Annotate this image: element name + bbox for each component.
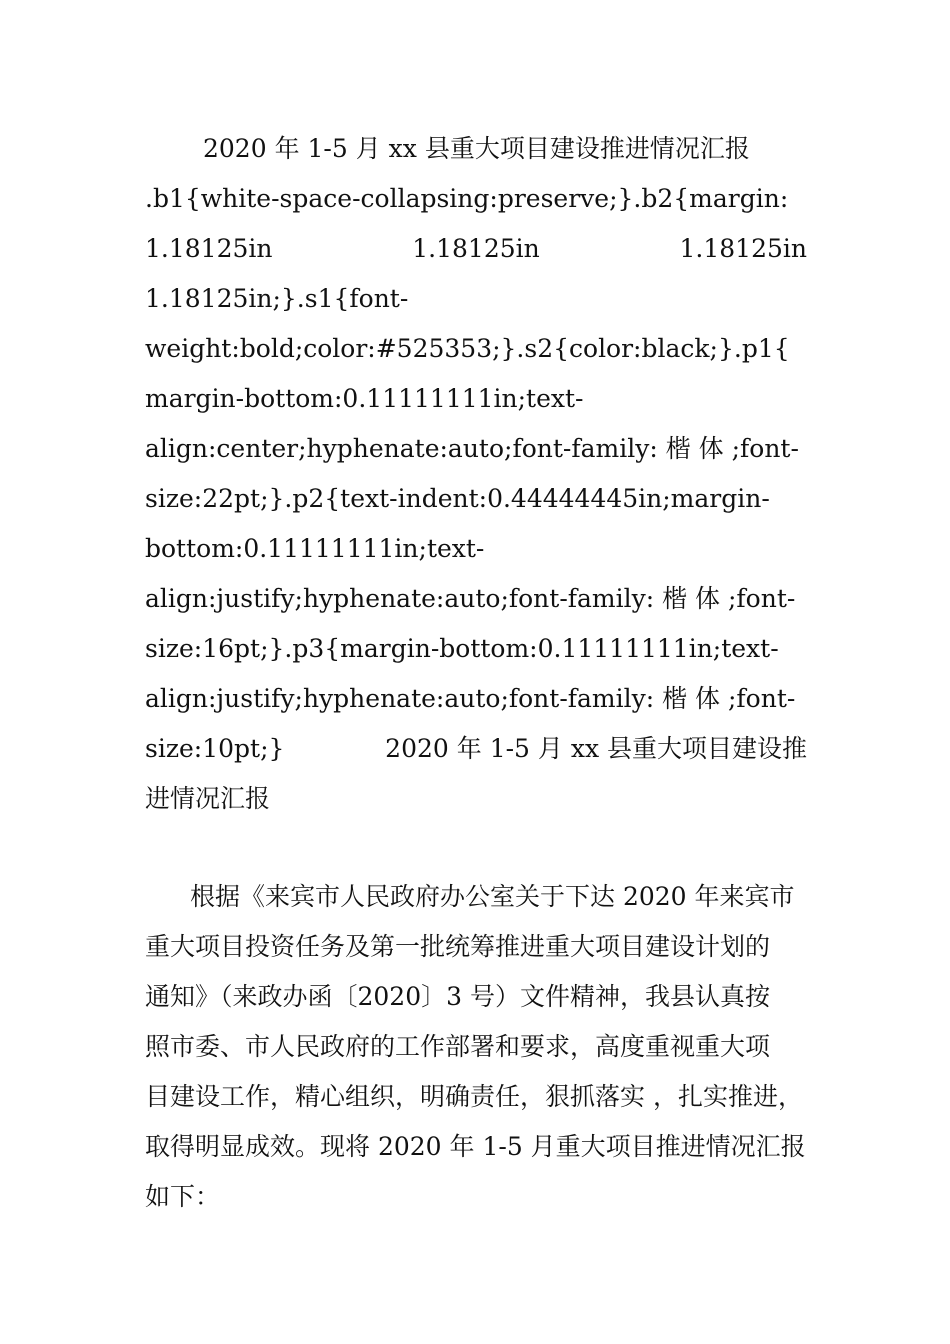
paragraph-line: 照市委、市人民政府的工作部署和要求，高度重视重大项 — [145, 1032, 771, 1061]
css-line: weight:bold;color:#525353;}.s2{color:black;}.p1{ — [145, 334, 790, 363]
css-tail-last: 进情况汇报 — [145, 784, 271, 813]
css-line: align:justify;hyphenate:auto;font-family: 楷 体 ;font- — [145, 684, 796, 713]
css-tail-right: 2020 年 1-5 月 xx 县重大项目建设推 — [385, 734, 807, 763]
css-style-text — [145, 174, 807, 824]
body-paragraph — [145, 872, 807, 1222]
css-justified-word: 1.18125in — [412, 234, 540, 263]
css-line: size:16pt;}.p3{margin-bottom:0.11111111in;text- — [145, 634, 779, 663]
paragraph-line: 重大项目投资任务及第一批统筹推进重大项目建设计划的 — [145, 932, 771, 961]
paragraph-line: 取得明显成效。现将 2020 年 1-5 月重大项目推进情况汇报 — [145, 1132, 806, 1161]
css-line: bottom:0.11111111in;text- — [145, 534, 485, 563]
css-tail-left: size:10pt;} — [145, 734, 285, 763]
css-justified-line — [145, 224, 807, 274]
paragraph-line: 如下： — [145, 1182, 221, 1211]
css-line: size:22pt;}.p2{text-indent:0.44444445in;margin- — [145, 484, 770, 513]
css-justified-word: 1.18125in — [145, 234, 273, 263]
css-line: align:center;hyphenate:auto;font-family: 楷 体 ;font- — [145, 434, 799, 463]
css-line: margin-bottom:0.11111111in;text- — [145, 384, 584, 413]
paragraph-line: 根据《来宾市人民政府办公室关于下达 2020 年来宾市 — [190, 882, 795, 911]
css-line: .b1{white-space-collapsing:preserve;}.b2{margin: — [145, 184, 789, 213]
css-justified-word: 1.18125in — [679, 234, 807, 263]
paragraph-line: 目建设工作，精心组织，明确责任，狠抓落实 ，扎实推进， — [145, 1082, 803, 1111]
paragraph-line: 通知》（来政办函〔2020〕3 号）文件精神，我县认真按 — [145, 982, 770, 1011]
css-tail-line — [145, 724, 807, 774]
css-line: 1.18125in;}.s1{font- — [145, 284, 409, 313]
document-title: 2020 年 1-5 月 xx 县重大项目建设推进情况汇报 — [203, 134, 750, 163]
css-line: align:justify;hyphenate:auto;font-family: 楷 体 ;font- — [145, 584, 796, 613]
